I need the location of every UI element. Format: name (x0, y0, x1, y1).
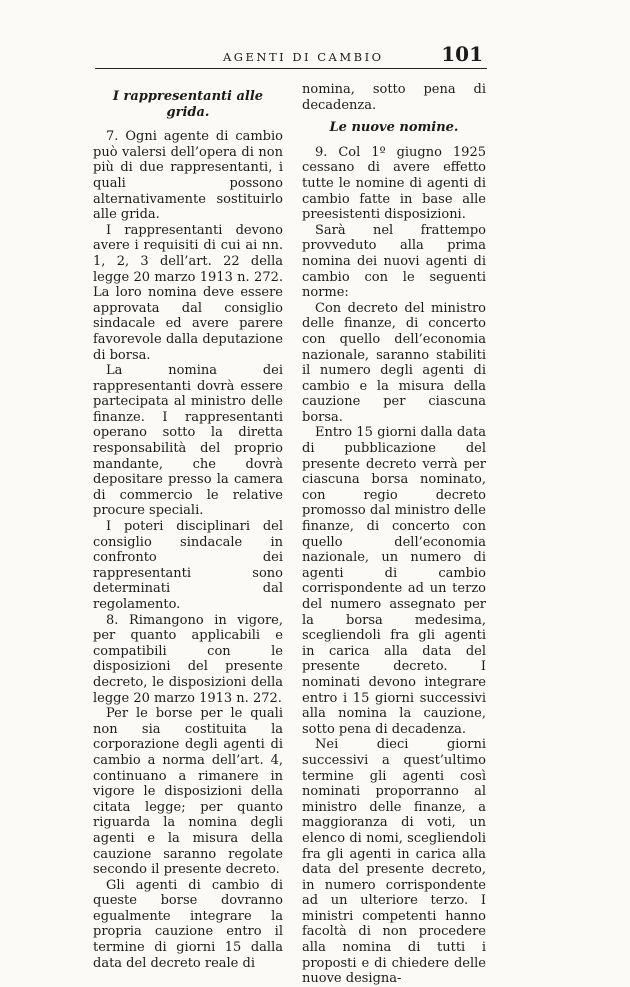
paragraph: I rappresentanti devono avere i requisiti di cui ai nn. 1, 2, 3 dell’art. 22 della legge 20 marzo 1913 n. 272. La loro nomina deve essere approvata dal consiglio sindacale ed avere parere favorevole dalla deputazione di borsa. (93, 222, 283, 363)
paragraph: 8. Rimangono in vigore, per quanto applicabili e compatibili con le disposizioni del presente decreto, le disposizioni della legge 20 marzo 1913 n. 272. (93, 612, 283, 706)
paragraph: I poteri disciplinari del consiglio sindacale in confronto dei rappresentanti sono determinati dal regolamento. (93, 519, 283, 612)
section-heading-nuove-nomine: Le nuove nomine. (329, 120, 459, 136)
paragraph: Con decreto del ministro delle finanze, di concerto con quello dell’economia nazionale, saranno stabiliti il numero degli agenti di cambio e la misura della cauzione per ciascuna borsa. (302, 300, 486, 425)
paragraph: Entro 15 giorni dalla data di pubblicazione del presente decreto verrà per ciascuna borsa nominato, con regio decreto promosso dal ministro delle finanze, di concerto con quello dell’economia nazionale, un numero di agenti di cambio corrispondente ad un terzo del numero assegnato per la borsa medesima, scegliendoli fra gli agenti in carica alla data del presente decreto. I nominati devono integrare entro i 15 giorni successivi alla nomina la cauzione, sotto pena di decadenza. (302, 425, 486, 737)
section-heading-rappresentanti: I rappresentanti alle grida. (112, 89, 264, 120)
paragraph-continuation: nomina, sotto pena di decadenza. (302, 82, 486, 113)
page-header (95, 44, 487, 70)
paragraph: Nei dieci giorni successivi a quest’ultimo termine gli agenti così nominati proporranno al ministro delle finanze, a maggioranza di voti, un elenco di nomi, scegliendoli fra gli agenti in carica alla data del presente decreto, in numero corrispondente ad un ulteriore terzo. I ministri competenti hanno facoltà di non procedere alla nomina di tutti i proposti e di chiedere delle nuove designa- (302, 737, 486, 987)
paragraph: Sarà nel frattempo provveduto alla prima nomina dei nuovi agenti di cambio con le seguenti norme: (302, 222, 486, 301)
page-number: 101 (441, 42, 483, 66)
paragraph: 9. Col 1º giugno 1925 cessano di avere effetto tutte le nomine di agenti di cambio fatte in base alle preesistenti disposizioni. (302, 144, 486, 223)
paragraph: Per le borse per le quali non sia costituita la corporazione degli agenti di cambio a norma dell’art. 4, continuano a rimanere in vigore le disposizioni della citata legge; per quanto riguarda la nomina degli agenti e la misura della cauzione saranno regolate secondo il presente decreto. (93, 706, 283, 878)
paragraph: Gli agenti di cambio di queste borse dovranno egualmente integrare la propria cauzione entro il termine di giorni 15 dalla data del decreto reale di (93, 877, 283, 971)
header-rule (95, 68, 487, 69)
paragraph: 7. Ogni agente di cambio può valersi dell’opera di non più di due rappresentanti, i quali possono alternativamente sostituirlo alle grida. (93, 129, 283, 223)
left-column (93, 82, 283, 971)
paragraph: La nomina dei rappresentanti dovrà essere partecipata al ministro delle finanze. I rappresentanti operano sotto la diretta responsabilità del proprio mandante, che dovrà depositare presso la camera di commercio le relative procure speciali. (93, 363, 283, 519)
running-head: AGENTI DI CAMBIO (223, 50, 384, 64)
right-column (302, 82, 486, 987)
